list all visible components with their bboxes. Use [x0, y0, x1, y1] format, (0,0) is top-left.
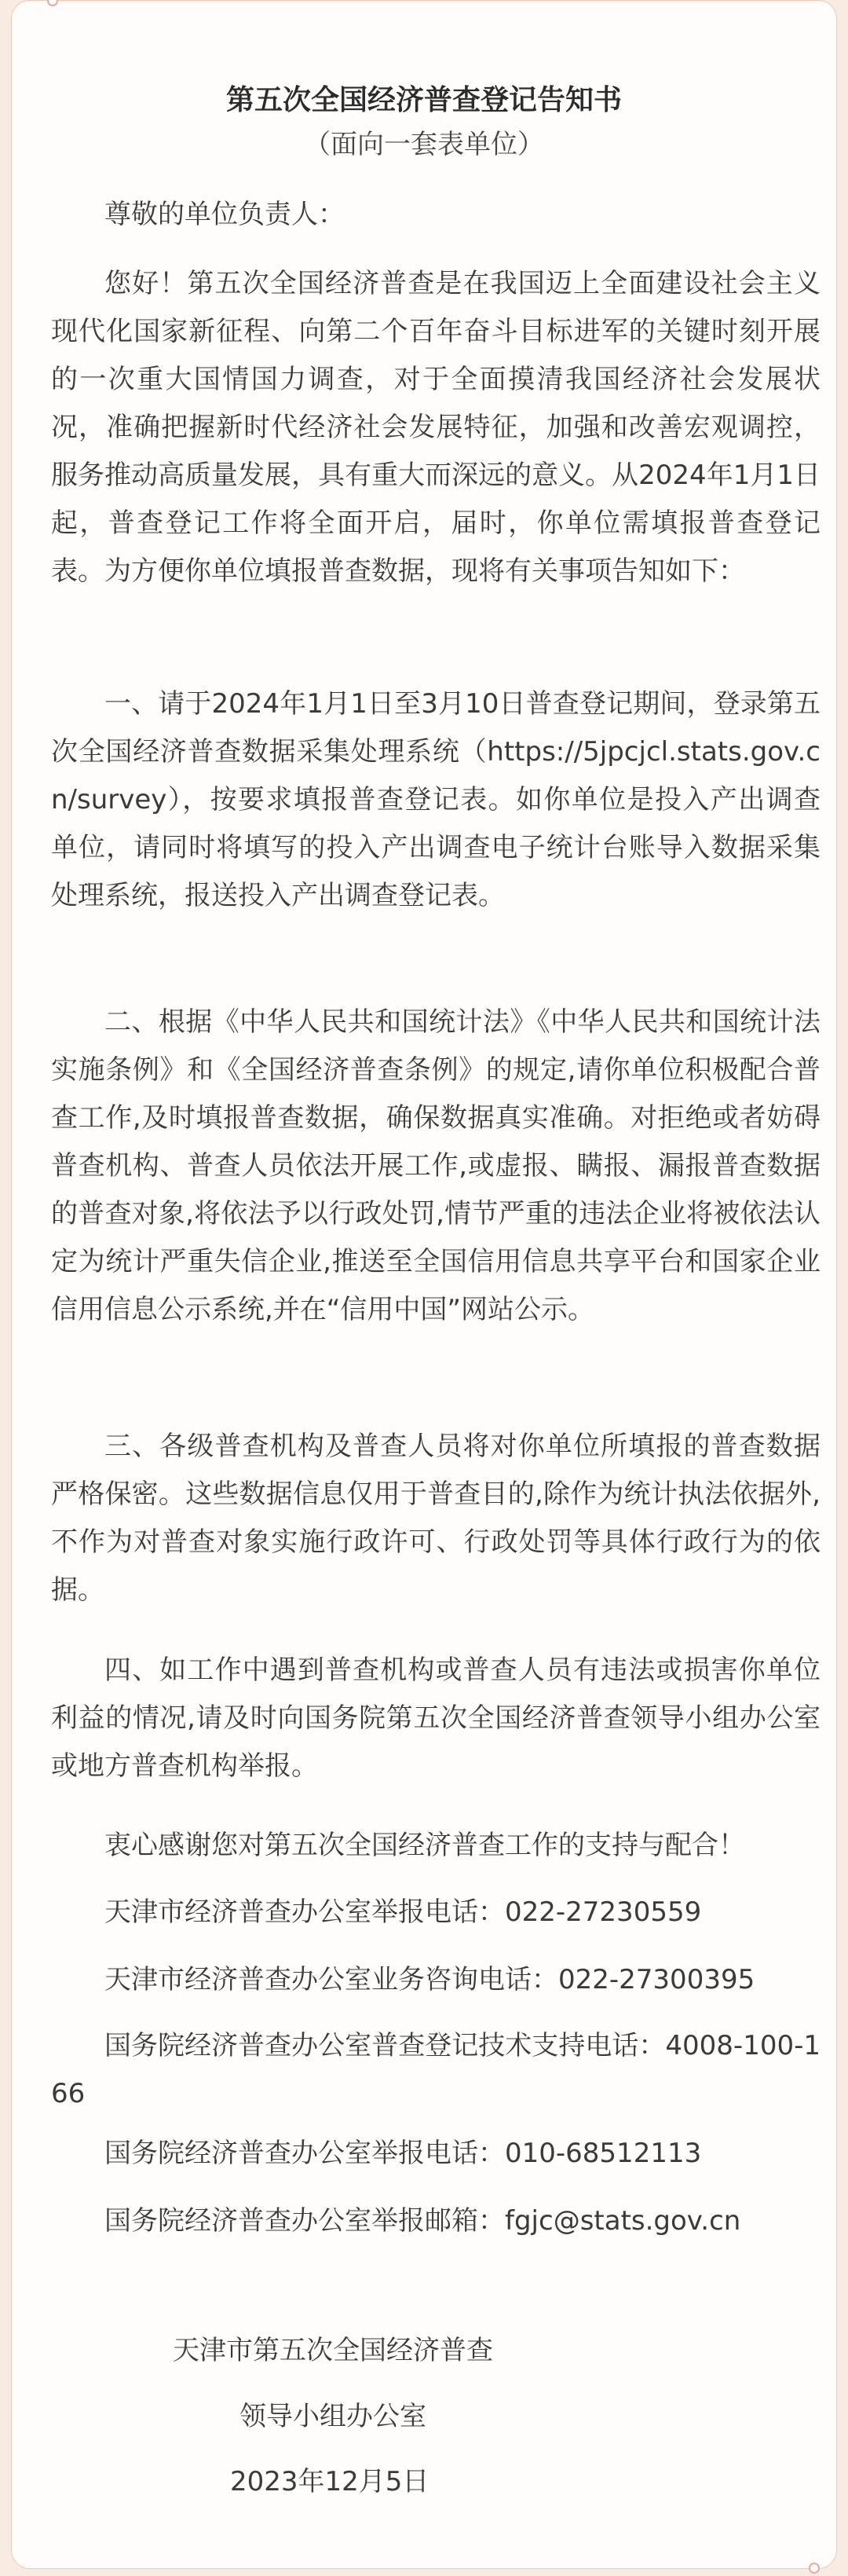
contact-state-report-phone: 国务院经济普查办公室举报电话：010-68512113	[104, 2138, 702, 2169]
paragraph-thanks: 衷心感谢您对第五次全国经济普查工作的支持与配合！	[104, 1830, 745, 1861]
salutation: 尊敬的单位负责人：	[104, 199, 345, 230]
signature-org-line1: 天津市第五次全国经济普查	[173, 2335, 493, 2366]
page-title: 第五次全国经济普查登记告知书	[225, 84, 622, 116]
paragraph-item-4: 四、如工作中遇到普查机构或普查人员有违法或损害你单位利益的情况,请及时向国务院第五次全国经济普查领导小组办公室或地方普查机构举报。	[51, 1654, 821, 1782]
contact-tianjin-report-phone: 天津市经济普查办公室举报电话：022-27230559	[104, 1896, 702, 1928]
signature-org-line2: 领导小组办公室	[239, 2401, 426, 2432]
page-subtitle: （面向一套表单位）	[304, 129, 544, 160]
contact-state-report-email: 国务院经济普查办公室举报邮箱：fgjc@stats.gov.cn	[104, 2205, 741, 2237]
decorative-circle-bottom	[809, 2563, 820, 2574]
paragraph-intro: 您好！第五次全国经济普查是在我国迈上全面建设社会主义现代化国家新征程、向第二个百年奋斗目标进军的关键时刻开展的一次重大国情国力调查，对于全面摸清我国经济社会发展状况，准确把握新时代经济社会发展特征，加强和改善宏观调控，服务推动高质量发展，具有重大而深远的意义。从2024年1月1日起，普查登记工作将全面开启，届时，你单位需填报普查登记表。为方便你单位填报普查数据，现将有关事项告知如下：	[51, 268, 821, 587]
paragraph-item-1: 一、请于2024年1月1日至3月10日普查登记期间，登录第五次全国经济普查数据采集处理系统（https://5jpcjcl.stats.gov.cn/survey），按要求填报普查登记表。如你单位是投入产出调查单位，请同时将填写的投入产出调查电子统计台账导入数据采集处理系统，报送投入产出调查登记表。	[51, 688, 821, 911]
paragraph-item-2: 二、根据《中华人民共和国统计法》《中华人民共和国统计法实施条例》和《全国经济普查条例》的规定,请你单位积极配合普查工作,及时填报普查数据，确保数据真实准确。对拒绝或者妨碍普查机构、普查人员依法开展工作,或虚报、瞒报、漏报普查数据的普查对象,将依法予以行政处罚,情节严重的违法企业将被依法认定为统计严重失信企业,推送至全国信用信息共享平台和国家企业信用信息公示系统,并在“信用中国”网站公示。	[51, 1006, 821, 1325]
contact-tianjin-consult-phone: 天津市经济普查办公室业务咨询电话：022-27300395	[104, 1964, 755, 1995]
contact-tech-support-phone: 国务院经济普查办公室普查登记技术支持电话：4008-100-166	[51, 2030, 821, 2109]
notice-card	[11, 0, 837, 2569]
paragraph-item-3: 三、各级普查机构及普查人员将对你单位所填报的普查数据严格保密。这些数据信息仅用于普查目的,除作为统计执法依据外,不作为对普查对象实施行政许可、行政处罚等具体行政行为的依据。	[51, 1431, 821, 1606]
signature-date: 2023年12月5日	[230, 2466, 429, 2497]
decorative-circle-top	[47, 0, 58, 6]
